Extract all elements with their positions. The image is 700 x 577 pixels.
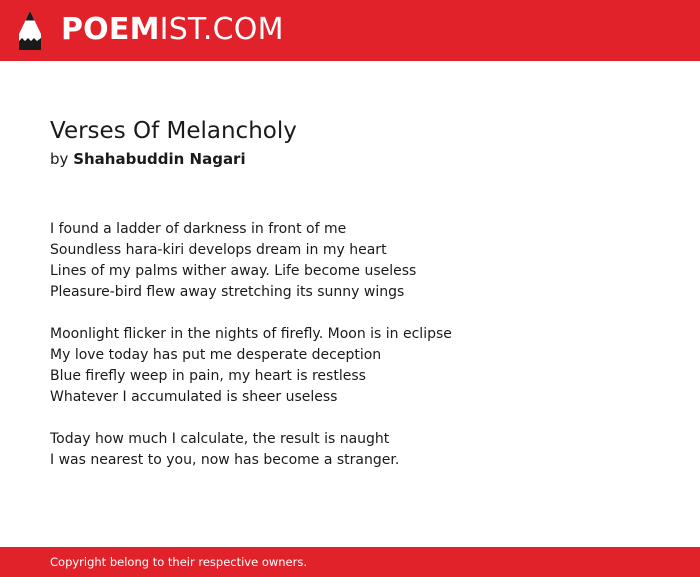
poem-author: Shahabuddin Nagari [73, 150, 246, 168]
poem-line: Soundless hara-kiri develops dream in my heart [50, 242, 387, 258]
poem-line: Pleasure-bird flew away stretching its sunny wings [50, 284, 405, 300]
pencil-tip-icon[interactable] [18, 10, 42, 52]
site-logo[interactable] [61, 10, 284, 50]
poem-line: I found a ladder of darkness in front of me [50, 221, 347, 237]
poem-line: My love today has put me desperate deception [50, 347, 382, 363]
copyright-text: Copyright belong to their respective owners. [50, 555, 308, 569]
by-label: by [50, 150, 69, 168]
poem-line: Lines of my palms wither away. Life become useless [50, 263, 417, 279]
poem-body [50, 219, 670, 492]
poem-line: Today how much I calculate, the result is naught [50, 431, 390, 447]
poem-title: Verses Of Melancholy [50, 118, 297, 144]
poem-byline [50, 149, 246, 169]
site-header [0, 0, 700, 61]
poem-line: I was nearest to you, now has become a stranger. [50, 452, 400, 468]
logo-bold-text: POEM [61, 12, 160, 47]
poem-line: Moonlight flicker in the nights of firefly. Moon is in eclipse [50, 326, 452, 342]
poem-line: Blue firefly weep in pain, my heart is restless [50, 368, 366, 384]
poem-line: Whatever I accumulated is sheer useless [50, 389, 338, 405]
stanza [50, 219, 670, 303]
logo-light-text: IST.COM [159, 12, 284, 47]
site-footer [0, 547, 700, 577]
stanza [50, 324, 670, 408]
stanza [50, 429, 670, 471]
